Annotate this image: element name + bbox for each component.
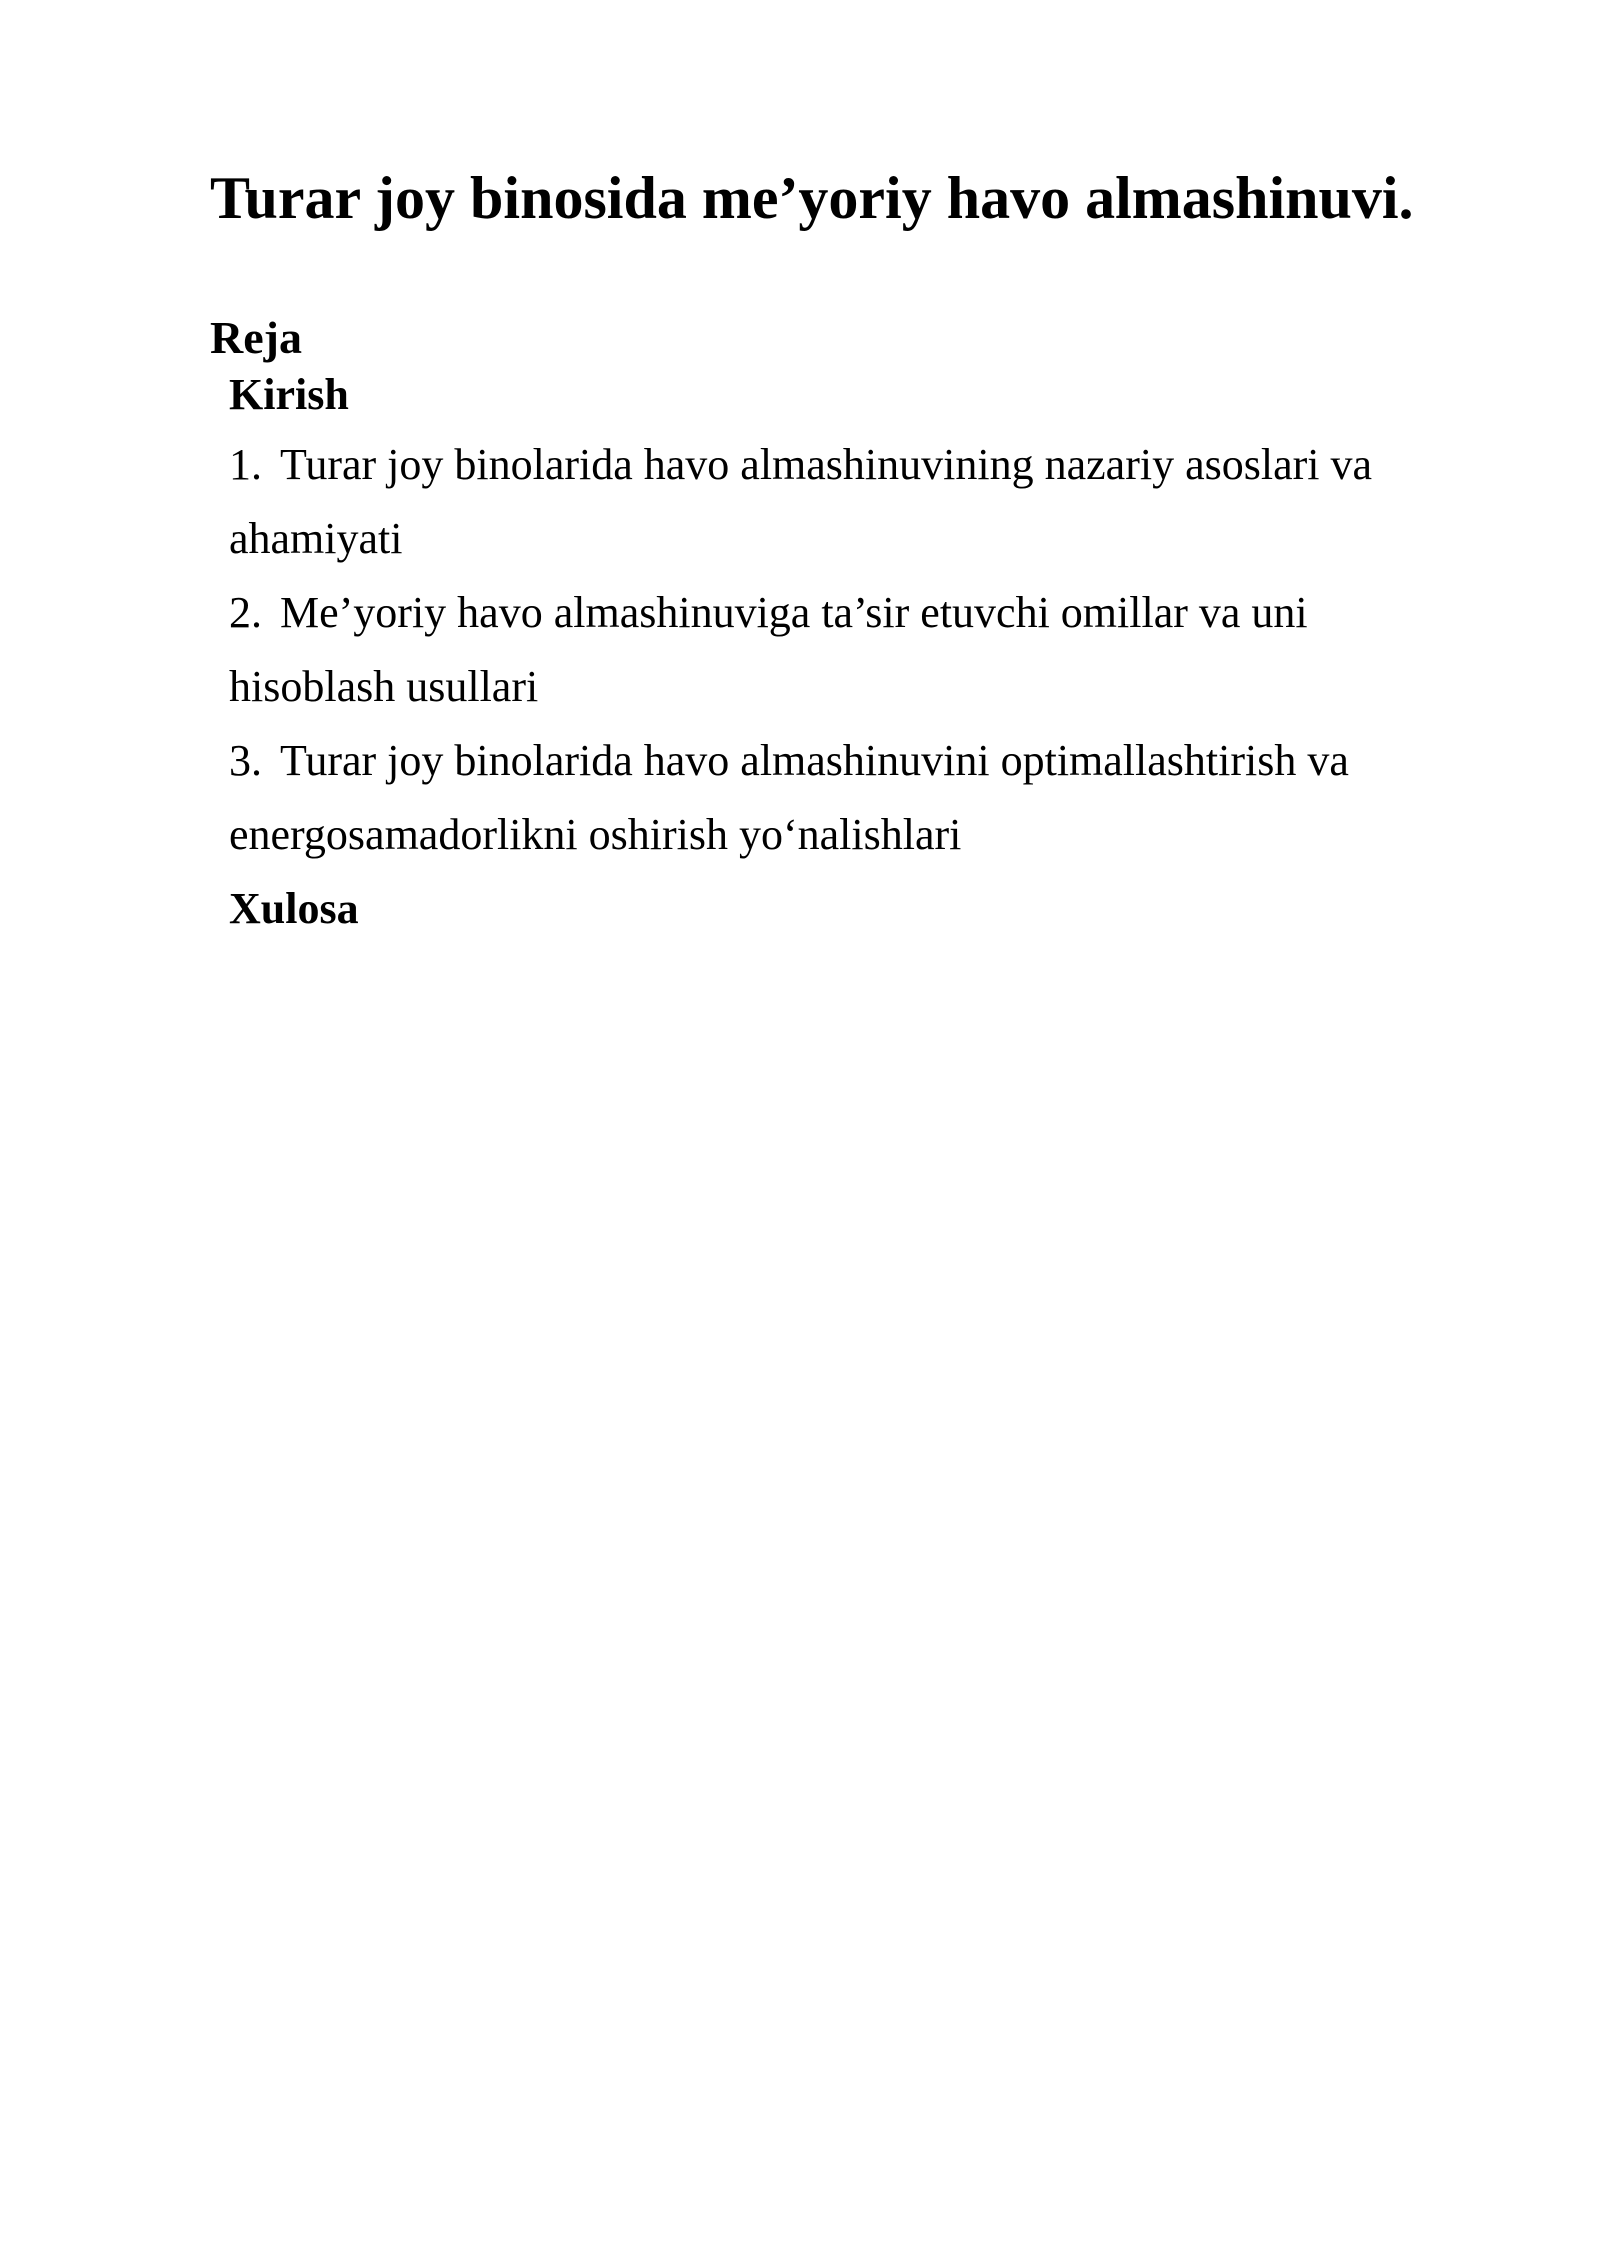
plan-outline (229, 362, 1449, 942)
document-title: Turar joy binosida me’yoriy havo almashinuvi. (210, 165, 1414, 231)
plan-list-item (229, 724, 1449, 872)
plan-list-item (229, 428, 1449, 576)
plan-intro: Kirish (229, 370, 349, 419)
plan-item-text: Turar joy binolarida havo almashinuvini optimallashtirish va energosamadorlikni oshirish yo‘nalishlari (229, 736, 1349, 859)
plan-list (229, 428, 1449, 872)
plan-item-number: 2. (229, 588, 262, 637)
plan-item-number: 3. (229, 736, 262, 785)
plan-item-number: 1. (229, 440, 262, 489)
plan-conclusion: Xulosa (229, 884, 359, 933)
plan-list-item (229, 576, 1449, 724)
plan-heading: Reja (210, 312, 302, 363)
plan-item-text: Turar joy binolarida havo almashinuvining nazariy asoslari va ahamiyati (229, 440, 1373, 563)
plan-item-text: Me’yoriy havo almashinuviga ta’sir etuvchi omillar va uni hisoblash usullari (229, 588, 1308, 711)
